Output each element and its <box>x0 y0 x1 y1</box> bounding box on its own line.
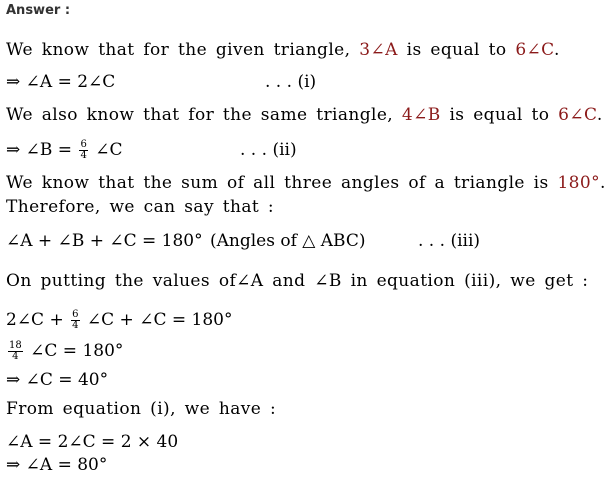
statement-line-6: Therefore, we can say that : <box>6 197 275 217</box>
statement-line-12: From equation (i), we have : <box>6 399 277 419</box>
equation-line-4: ⇒ ∠B = $\frac{6}{4}$ ∠C <box>6 139 123 161</box>
statement-line-1: We know that for the given triangle, 3∠A is equal to 6∠C. <box>6 40 560 60</box>
statement-line-8: On putting the values of∠A and ∠B in equation (iii), we get : <box>6 271 589 291</box>
equation-line-13: ∠A = 2∠C = 2 × 40 <box>6 432 179 452</box>
equation-tag-i: . . . (i) <box>265 72 317 92</box>
statement-line-3: We also know that for the same triangle, 4∠B is equal to 6∠C. <box>6 105 603 125</box>
equation-tag-iii: . . . (iii) <box>418 231 481 251</box>
equation-line-14: ⇒ ∠A = 80° <box>6 455 108 475</box>
equation-line-9: 2∠C + $\frac{6}{4}$ ∠C + ∠C = 180° <box>6 309 233 331</box>
equation-line-11: ⇒ ∠C = 40° <box>6 370 109 390</box>
statement-line-5: We know that the sum of all three angles of a triangle is 180°. <box>6 173 606 193</box>
angle-sum-note: (Angles of △ ABC) <box>210 231 366 251</box>
answer-heading: Answer : <box>6 3 71 18</box>
equation-line-7: ∠A + ∠B + ∠C = 180° <box>6 231 203 251</box>
equation-tag-ii: . . . (ii) <box>240 140 297 160</box>
equation-line-2: ⇒ ∠A = 2∠C <box>6 72 116 92</box>
equation-line-10: $\frac{18}{4}$ ∠C = 180° <box>9 340 124 362</box>
